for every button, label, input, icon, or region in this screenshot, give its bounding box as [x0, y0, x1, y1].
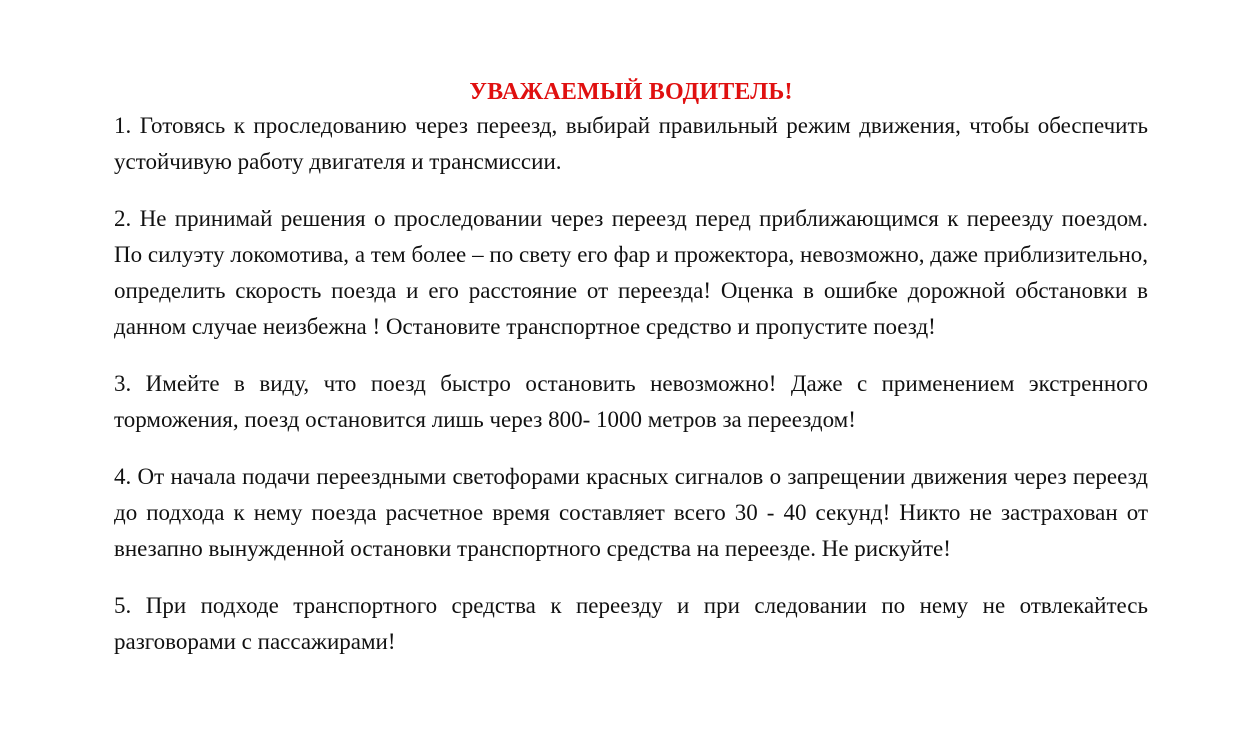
paragraph-3: 3. Имейте в виду, что поезд быстро остановить невозможно! Даже с применением экстренного торможения, поезд остановится лишь через 800- 1000 метров за переездом! — [114, 371, 1148, 432]
paragraph-2: 2. Не принимай решения о проследовании через переезд перед приближающимся к переезду поездом. По силуэту локомотива, а тем более – по свету его фар и прожектора, невозможно, даже приблизительно, определить скорость поезда и его расстояние от переезда! Оценка в ошибке дорожной обстановки в данном случае неизбежна ! Остановите транспортное средство и пропустите поезд! — [114, 206, 1148, 339]
paragraph-1: 1. Готовясь к проследованию через переезд, выбирай правильный режим движения, чтобы обеспечить устойчивую работу двигателя и трансмиссии. — [114, 113, 1148, 174]
paragraph-5: 5. При подходе транспортного средства к переезду и при следовании по нему не отвлекайтесь разговорами с пассажирами! — [114, 593, 1148, 654]
document-page — [114, 76, 1148, 660]
paragraph-4: 4. От начала подачи переездными светофорами красных сигналов о запрещении движения через переезд до подхода к нему поезда расчетное время составляет всего 30 - 40 секунд! Никто не застрахован от внезапно вынужденной остановки транспортного средства на переезде. Не рискуйте! — [114, 464, 1148, 561]
document-title: УВАЖАЕМЫЙ ВОДИТЕЛЬ! — [469, 79, 793, 105]
